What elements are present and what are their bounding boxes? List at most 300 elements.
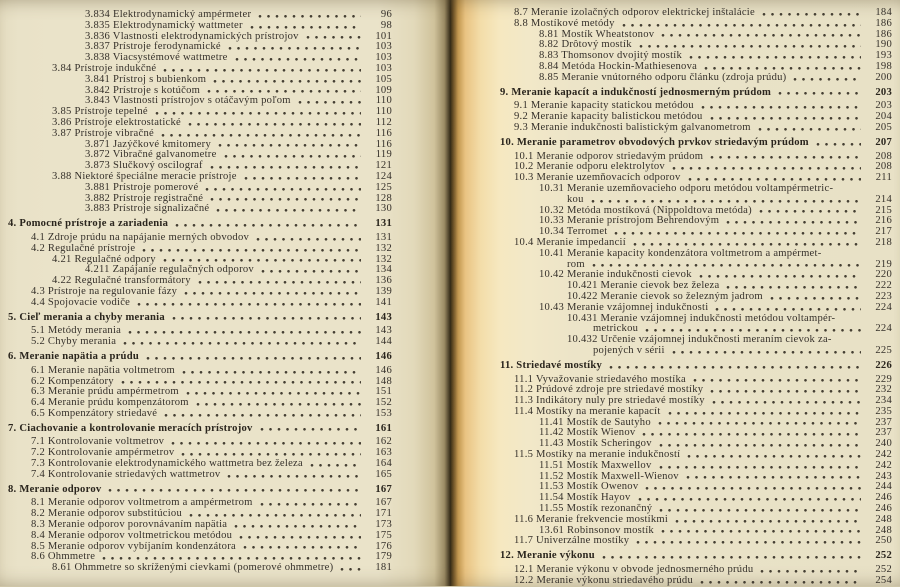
dot-leader — [146, 354, 361, 362]
entry-label: 4.4 Spojovacie vodiče — [31, 296, 131, 308]
toc-entry — [0, 313, 392, 324]
page-number: 144 — [375, 336, 392, 348]
toc-entry — [450, 138, 892, 149]
toc-entry — [450, 216, 892, 227]
entry-label: 8.1 Meranie odporov voltmetrom a ampérmetrom — [31, 497, 253, 509]
page-number: 242 — [875, 459, 892, 471]
dot-leader — [306, 33, 361, 41]
dot-leader — [228, 44, 361, 52]
page-number: 131 — [375, 218, 392, 230]
page-number: 248 — [875, 524, 892, 536]
entry-label: 12.2 Meranie výkonu striedavého prúdu — [514, 574, 694, 586]
page-number: 246 — [875, 492, 892, 504]
dot-leader — [198, 278, 361, 286]
entry-label: 4. Pomocné prístroje a zariadenia — [8, 218, 169, 230]
dot-leader — [310, 461, 361, 469]
dot-leader — [123, 339, 361, 347]
page-number: 211 — [875, 172, 892, 184]
dot-leader — [622, 21, 861, 29]
page-number: 143 — [375, 311, 392, 323]
toc-entry — [450, 576, 892, 587]
dot-leader — [184, 289, 361, 297]
toc-entry — [0, 21, 392, 32]
dot-leader — [793, 75, 861, 83]
dot-leader — [760, 567, 861, 575]
dot-leader — [163, 256, 361, 264]
entry-label: 6.1 Meranie napätia voltmetrom — [31, 364, 175, 376]
dot-leader — [188, 120, 361, 128]
toc-entry — [450, 30, 892, 41]
dot-leader — [340, 565, 361, 573]
page-number: 219 — [875, 258, 892, 270]
entry-label: 10.2 Meranie odporu elektrolytov — [514, 161, 665, 173]
toc-entry — [450, 482, 892, 493]
entry-label: 11.5 Mostíky na meranie indukčností — [514, 449, 681, 461]
dot-leader — [227, 472, 361, 480]
dot-leader — [816, 140, 861, 148]
page-number: 96 — [380, 9, 392, 20]
entry-label: 3.842 Prístroje s kotúčom — [85, 84, 201, 96]
dot-leader — [770, 294, 861, 302]
entry-label: 6.5 Kompenzátory striedavé — [31, 407, 158, 419]
dot-leader — [675, 517, 861, 525]
toc-entry — [450, 472, 892, 483]
page-number: 171 — [375, 508, 392, 520]
entry-label: 3.835 Elektrodynamický wattmeter — [85, 19, 243, 31]
page-number: 232 — [875, 384, 892, 396]
page-number: 208 — [875, 150, 892, 162]
dot-leader — [689, 53, 861, 61]
dot-leader — [128, 328, 361, 336]
entry-label: 8.2 Meranie odporov substitúciou — [31, 508, 182, 520]
entry-label: 3.837 Prístroje ferodynamické — [85, 41, 221, 53]
entry-label: 10.41 Meranie kapacity kondenzátora voltmetrom a ampérmet- — [539, 247, 822, 259]
dot-leader — [142, 246, 361, 254]
entry-label: 7.1 Kontrolovanie voltmetrov — [31, 436, 165, 448]
entry-label: 3.838 Viacsystémové wattmetre — [85, 52, 228, 64]
dot-leader — [778, 89, 861, 97]
entry-label: 10.32 Metóda mostíková (Nippoldtova metóda) — [539, 204, 752, 216]
entry-label: 10. Meranie parametrov obvodových prvkov striedavým prúdom — [500, 136, 809, 148]
dot-leader — [121, 378, 361, 386]
toc-entry — [450, 418, 892, 429]
dot-leader — [210, 195, 361, 203]
dot-leader — [175, 221, 361, 229]
toc-entry — [450, 303, 892, 314]
entry-label: 10.432 Určenie vzájomnej indukčnosti meraním cievok za- — [567, 334, 832, 346]
page-number: 103 — [375, 62, 392, 74]
dot-leader — [243, 543, 361, 551]
dot-leader — [693, 376, 861, 384]
dot-leader — [256, 235, 361, 243]
dot-leader — [189, 511, 361, 519]
entry-label: 3.881 Prístroje pomerové — [85, 181, 199, 193]
toc-entry — [450, 88, 892, 99]
left-page-entries — [0, 10, 392, 574]
entry-label: 7.3 Kontrolovanie elektrodynamického wattmetra bez železa — [31, 458, 303, 470]
toc-entry — [0, 219, 392, 230]
entry-label: 9.3 Meranie indukčnosti balistickým galvanometrom — [514, 121, 751, 133]
entry-label: 10.31 Meranie uzemňovacieho odporu metódou voltampérmetric- — [539, 182, 834, 194]
entry-label: 10.42 Meranie indukčnosti cievok — [539, 269, 692, 281]
dot-leader — [207, 87, 361, 95]
entry-label: 3.88 Niektoré špeciálne meracie prístroje — [52, 170, 237, 182]
dot-leader — [645, 326, 861, 334]
toc-entry — [450, 184, 892, 195]
entry-label: 8.82 Drôtový mostík — [539, 39, 632, 51]
entry-label: 4.22 Regulačné transformátory — [52, 275, 191, 287]
dot-leader — [213, 77, 361, 85]
dot-leader — [639, 42, 861, 50]
entry-label: 7. Ciachovanie a kontrolovanie meracích prístrojov — [8, 422, 253, 434]
entry-label: 10.34 Terromet — [539, 226, 608, 238]
entry-label: 10.4 Meranie impedancií — [514, 236, 626, 248]
dot-leader — [239, 533, 361, 541]
page-number: 153 — [375, 407, 392, 419]
dot-leader — [710, 114, 861, 122]
entry-label: 9.1 Meranie kapacity statickou metódou — [514, 100, 694, 112]
dot-leader — [659, 441, 861, 449]
dot-leader — [726, 218, 861, 226]
page-number: 176 — [375, 540, 392, 552]
page-number: 119 — [375, 149, 392, 161]
dot-leader — [205, 185, 361, 193]
dot-leader — [638, 495, 861, 503]
page-number: 225 — [875, 344, 892, 356]
entry-label: rom — [567, 258, 585, 270]
page-number: 116 — [375, 127, 392, 139]
entry-label: kou — [567, 193, 584, 205]
toc-entry — [0, 470, 392, 481]
toc-entry — [450, 428, 892, 439]
page-number: 184 — [875, 7, 892, 18]
entry-label: 3.85 Prístroje tepelné — [52, 106, 148, 118]
page-number: 121 — [375, 160, 392, 172]
page-number: 146 — [375, 350, 392, 362]
page-number: 207 — [875, 136, 892, 148]
toc-entry — [450, 73, 892, 84]
page-number: 224 — [875, 323, 892, 335]
toc-entry — [450, 493, 892, 504]
dot-leader — [659, 463, 861, 471]
page-number: 132 — [375, 242, 392, 254]
entry-label: 3.836 Vlastnosti elektrodynamických prístrojov — [85, 30, 299, 42]
entry-label: 12. Meranie výkonu — [500, 550, 595, 562]
entry-label: 5.1 Metódy merania — [31, 325, 122, 337]
entry-label: pojených v sérii — [593, 344, 665, 356]
entry-label: metrickou — [593, 323, 639, 335]
dot-leader — [699, 272, 861, 280]
page-number: 179 — [375, 551, 392, 563]
dot-leader — [661, 31, 861, 39]
dot-leader — [668, 409, 861, 417]
dot-leader — [172, 314, 361, 322]
page-number: 214 — [875, 193, 892, 205]
toc-entry — [0, 424, 392, 435]
entry-label: 8.6 Ohmmetre — [31, 551, 96, 563]
page-number: 248 — [875, 513, 892, 525]
page-number: 204 — [875, 111, 892, 123]
page-number: 173 — [375, 519, 392, 531]
entry-label: 3.883 Prístroje signalizačné — [85, 203, 210, 215]
entry-label: 4.211 Zapájanie regulačných odporov — [85, 264, 254, 276]
toc-entry — [450, 123, 892, 134]
toc-entry — [0, 352, 392, 363]
dot-leader — [700, 578, 861, 586]
dot-leader — [250, 23, 361, 31]
entry-label: 3.87 Prístroje vibračné — [52, 127, 154, 139]
page-number: 167 — [375, 497, 392, 509]
dot-leader — [726, 283, 861, 291]
page-number: 246 — [875, 503, 892, 515]
toc-entry — [450, 195, 892, 206]
entry-label: 7.4 Kontrolovanie striedavých wattmetrov — [31, 468, 221, 480]
page-number: 237 — [875, 416, 892, 428]
entry-label: 4.21 Regulačné odpory — [52, 253, 156, 265]
page-number: 240 — [875, 438, 892, 450]
dot-leader — [258, 12, 361, 20]
page-number: 198 — [875, 60, 892, 72]
toc-entry — [450, 249, 892, 260]
dot-leader — [161, 131, 361, 139]
toc-entry — [450, 361, 892, 372]
page-number: 141 — [375, 296, 392, 308]
dot-leader — [186, 389, 361, 397]
dot-leader — [645, 484, 861, 492]
dot-leader — [704, 64, 861, 72]
dot-leader — [137, 300, 361, 308]
page-number: 143 — [375, 325, 392, 337]
page-number: 223 — [875, 290, 892, 302]
page-number: 215 — [875, 204, 892, 216]
page-number: 226 — [875, 359, 892, 371]
dot-leader — [661, 527, 861, 535]
page-number: 130 — [375, 203, 392, 215]
entry-label: 8.5 Meranie odporov vybíjaním kondenzátora — [31, 540, 236, 552]
toc-entry — [0, 337, 392, 348]
entry-label: 4.3 Prístroje na regulovanie fázy — [31, 285, 178, 297]
dot-leader — [688, 175, 861, 183]
page-number: 237 — [875, 427, 892, 439]
entry-label: 10.33 Meranie prístrojom Behrendovým — [539, 215, 720, 227]
dot-leader — [658, 419, 861, 427]
entry-label: 3.834 Elektrodynamický ampérmeter — [85, 9, 252, 20]
page-number: 101 — [375, 30, 392, 42]
page-number: 163 — [375, 447, 392, 459]
dot-leader — [592, 261, 861, 269]
entry-label: 7.2 Kontrolovanie ampérmetrov — [31, 447, 175, 459]
toc-entry — [450, 346, 892, 357]
entry-label: 10.422 Meranie cievok so železným jadrom — [567, 290, 763, 302]
dot-leader — [210, 163, 361, 171]
entry-label: 8.7 Meranie izolačných odporov elektrickej inštalácie — [514, 7, 755, 18]
page-number: 220 — [875, 269, 892, 281]
entry-label: 11.7 Univerzálne mostíky — [514, 535, 630, 547]
page-number: 181 — [375, 562, 392, 574]
entry-label: 10.421 Meranie cievok bez železa — [567, 280, 720, 292]
right-page — [450, 0, 900, 586]
dot-leader — [672, 164, 861, 172]
dot-leader — [712, 398, 861, 406]
page-number: 218 — [875, 236, 892, 248]
dot-leader — [218, 141, 361, 149]
dot-leader — [762, 10, 861, 18]
dot-leader — [633, 240, 861, 248]
entry-label: 11.53 Mostík Owenov — [539, 481, 639, 493]
dot-leader — [636, 538, 861, 546]
toc-entry — [450, 450, 892, 461]
dot-leader — [602, 553, 861, 561]
entry-label: 11.51 Mostík Maxwellov — [539, 459, 652, 471]
entry-label: 8.8 Mostíkové metódy — [514, 17, 615, 29]
dot-leader — [260, 425, 361, 433]
page-number: 252 — [875, 550, 892, 562]
dot-leader — [171, 439, 361, 447]
entry-label: 8.4 Meranie odporov voltmetrickou metódou — [31, 529, 233, 541]
toc-entry — [0, 129, 392, 140]
entry-label: 6.4 Meranie prúdu kompenzátorom — [31, 397, 189, 409]
entry-label: 4.1 Zdroje prúdu na napájanie merných obvodov — [31, 231, 250, 243]
entry-label: 8.61 Ohmmetre so skríženými cievkami (pomerové ohmmetre) — [52, 562, 334, 574]
entry-label: 10.431 Meranie vzájomnej indukčnosti metódou voltampér- — [567, 312, 836, 324]
page-number: 243 — [875, 470, 892, 482]
entry-label: 3.873 Slučkový oscilograf — [85, 160, 203, 172]
entry-label: 11.41 Mostík de Sautyho — [539, 416, 651, 428]
entry-label: 10.3 Meranie uzemňovacích odporov — [514, 172, 681, 184]
dot-leader — [614, 229, 861, 237]
dot-leader — [216, 206, 361, 214]
page-number: 110 — [375, 106, 392, 118]
toc-entry — [0, 563, 392, 574]
dot-leader — [686, 473, 861, 481]
entry-label: 3.872 Vibračné galvanometre — [85, 149, 217, 161]
dot-leader — [224, 152, 361, 160]
dot-leader — [701, 103, 861, 111]
page-number: 103 — [375, 41, 392, 53]
page-number: 208 — [875, 161, 892, 173]
entry-label: 11.4 Mostíky na meranie kapacít — [514, 405, 661, 417]
entry-label: 8. Meranie odporov — [8, 483, 102, 495]
dot-leader — [181, 450, 361, 458]
page-number: 146 — [375, 364, 392, 376]
page-number: 203 — [875, 100, 892, 112]
dot-leader — [672, 348, 861, 356]
page-number: 116 — [375, 138, 392, 150]
dot-leader — [715, 305, 861, 313]
page-number: 224 — [875, 301, 892, 313]
page-number: 162 — [375, 436, 392, 448]
toc-entry — [0, 75, 392, 86]
dot-leader — [642, 430, 861, 438]
entry-label: 4.2 Regulačné prístroje — [31, 242, 136, 254]
entry-label: 3.843 Vlastnosti prístrojov s otáčavým poľom — [85, 95, 291, 107]
toc-entry — [0, 244, 392, 255]
toc-entry — [450, 19, 892, 30]
entry-label: 3.84 Prístroje indukčné — [52, 62, 157, 74]
toc-entry — [0, 485, 392, 496]
page-number: 250 — [875, 535, 892, 547]
dot-leader — [261, 267, 361, 275]
dot-leader — [710, 387, 861, 395]
page-number: 242 — [875, 449, 892, 461]
dot-leader — [108, 486, 361, 494]
dot-leader — [759, 207, 861, 215]
entry-label: 8.83 Thomsonov dvojitý mostík — [539, 50, 683, 62]
page-number: 186 — [875, 28, 892, 40]
toc-entry — [450, 335, 892, 346]
dot-leader — [659, 506, 861, 514]
entry-label: 6.2 Kompenzátory — [31, 375, 114, 387]
toc-entry — [450, 515, 892, 526]
entry-label: 11.55 Mostík rezonančný — [539, 503, 653, 515]
page-number: 193 — [875, 50, 892, 62]
toc-entry — [450, 536, 892, 547]
page-number: 252 — [875, 564, 892, 576]
page-number: 128 — [375, 192, 392, 204]
entry-label: 9. Meranie kapacít a indukčností jednosmerným prúdom — [500, 86, 772, 98]
page-number: 161 — [375, 422, 392, 434]
toc-entry — [0, 298, 392, 309]
page-number: 203 — [875, 86, 892, 98]
dot-leader — [182, 368, 361, 376]
toc-entry — [0, 204, 392, 215]
entry-label: 3.841 Prístroj s bubienkom — [85, 73, 207, 85]
page-number: 125 — [375, 181, 392, 193]
entry-label: 6.3 Meranie prúdu ampérmetrom — [31, 386, 179, 398]
page-number: 151 — [375, 386, 392, 398]
dot-leader — [102, 554, 361, 562]
page-number: 132 — [375, 253, 392, 265]
toc-entry — [0, 183, 392, 194]
entry-label: 8.3 Meranie odporov porovnávaním napätia — [31, 519, 228, 531]
page-number: 190 — [875, 39, 892, 51]
page-number: 103 — [375, 52, 392, 64]
page-number: 105 — [375, 73, 392, 85]
page-number: 235 — [875, 405, 892, 417]
page-number: 217 — [875, 226, 892, 238]
entry-label: 11.2 Prúdové zdroje pre striedavé mostíky — [514, 384, 704, 396]
entry-label: 12.1 Meranie výkonu v obvode jednosmerného prúdu — [514, 564, 754, 576]
entry-label: 11.6 Meranie frekvencie mostíkmi — [514, 513, 669, 525]
toc-entry — [450, 314, 892, 325]
page-number: 148 — [375, 375, 392, 387]
page-number: 112 — [375, 116, 392, 128]
entry-label: 3.871 Jazýčkové kmitomery — [85, 138, 211, 150]
page-number: 139 — [375, 285, 392, 297]
toc-entry — [0, 366, 392, 377]
page-number: 152 — [375, 397, 392, 409]
right-page-entries — [450, 8, 892, 587]
entry-label: 9.2 Meranie kapacity balistickou metódou — [514, 111, 703, 123]
page-number: 134 — [375, 264, 392, 276]
entry-label: 11.43 Mostík Scheringov — [539, 438, 652, 450]
toc-entry — [450, 551, 892, 562]
page-number: 175 — [375, 529, 392, 541]
page-number: 234 — [875, 395, 892, 407]
entry-label: 10.43 Meranie vzájomnej indukčnosti — [539, 301, 709, 313]
page-number: 222 — [875, 280, 892, 292]
dot-leader — [758, 125, 861, 133]
entry-label: 6. Meranie napätia a prúdu — [8, 350, 139, 362]
entry-label: 11. Striedavé mostíky — [500, 359, 603, 371]
dot-leader — [235, 55, 361, 63]
entry-label: 8.81 Mostík Wheatstonov — [539, 28, 655, 40]
page-number: 167 — [375, 483, 392, 495]
page-number: 131 — [375, 231, 392, 243]
entry-label: 11.52 Mostík Maxwell-Wienov — [539, 470, 679, 482]
page-number: 136 — [375, 275, 392, 287]
entry-label: 5. Cieľ merania a chyby merania — [8, 311, 165, 323]
